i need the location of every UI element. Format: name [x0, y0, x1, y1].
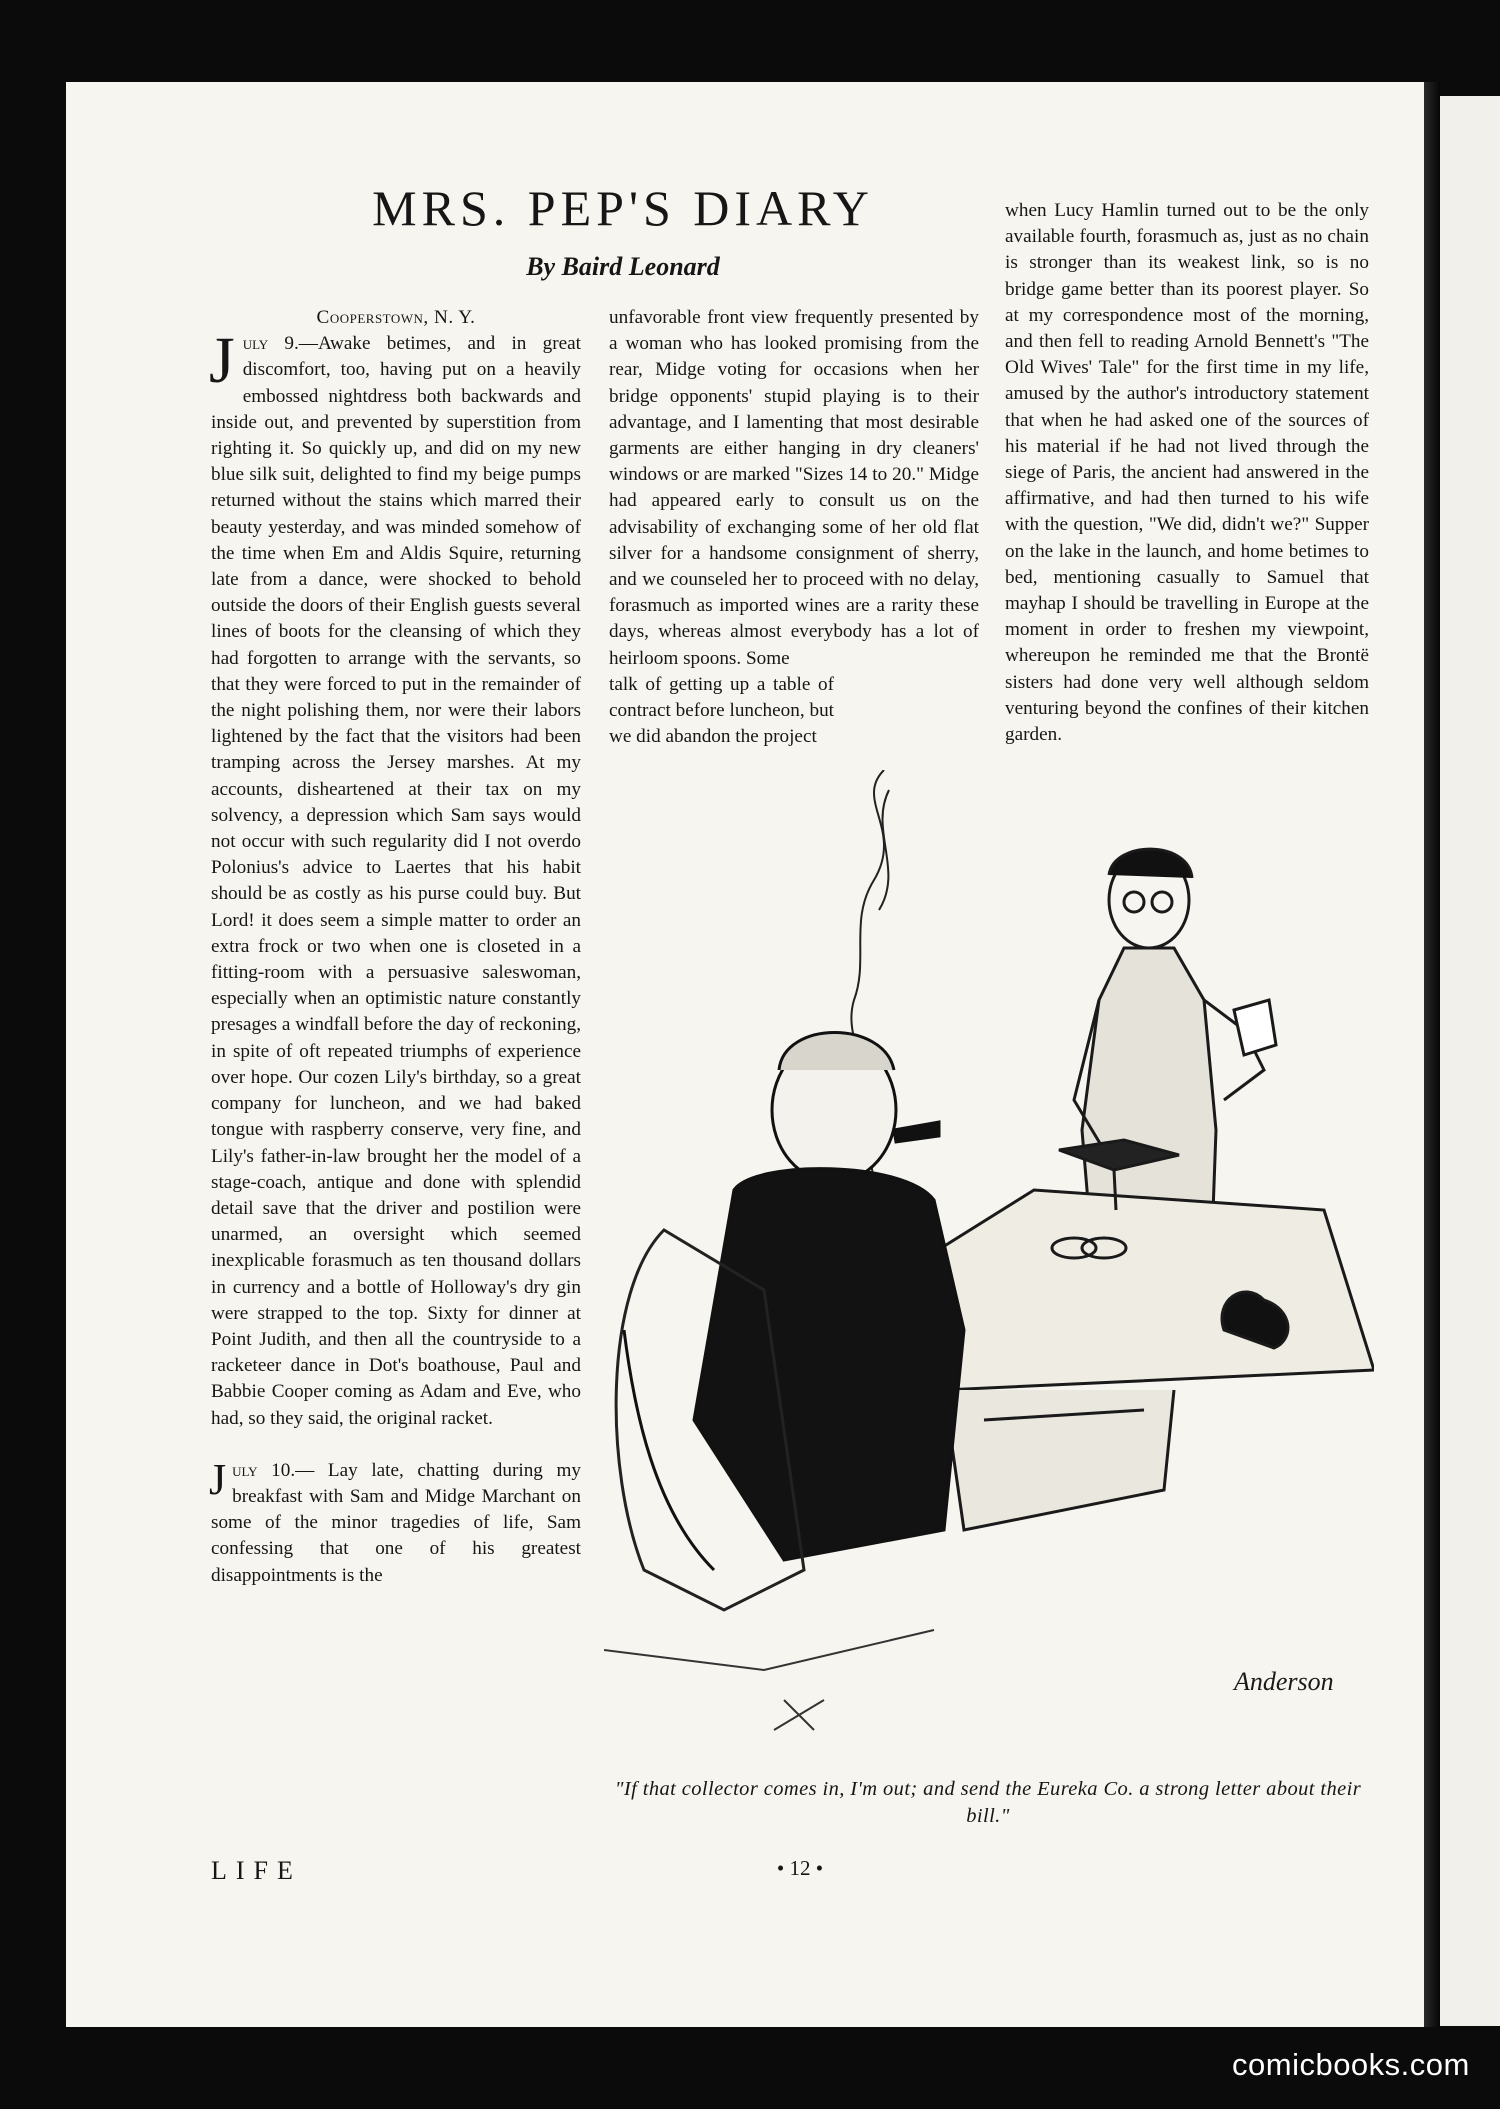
- diary-entry-july-10: [209, 1454, 581, 1589]
- column-text: unfavorable front view frequently presented by a woman who has looked promising from the rear, Midge voting for occasions when her bridge opponents' stupid playing is to their advantage, and I lamenting that most desirable garments are either hanging in dry cleaners' windows or are marked "Sizes 14 to 20." Midge had appeared early to consult us on the advisability of exchanging some of her old flat silver for a handsome consignment of sherry, and we counseled her to proceed with no delay, forasmuch as imported wines are a rarity these days, whereas almost everybody has a lot of heirloom spoons. Some: [609, 307, 979, 669]
- floor-lines: [604, 1630, 934, 1730]
- entry-text: 9.—Awake betimes, and in great discomfort, too, having put on a heavily embossed nightdress both backwards and inside out, and prevented by superstition from righting it. So quickly up, and did on my new blue silk suit, delighted to find my beige pumps returned without the stains which marred their beauty yesterday, and was minded somehow of the time when Em and Aldis Squire, returning late from a dance, were shocked to behold outside the doors of their English guests several lines of boots for the cleansing of which they had forgotten to arrange with the servants, so that they were forced to put in the remainder of the night polishing them, nor were their labors lightened by the fact that the visitors had been tramping across the Jersey marshes. At my accounts, disheartened at their tax on my solvency, a depression which Sam says would not occur with such regularity did I not overdo Polonius's advice to Laertes that his habit should be as costly as his purse could buy. But Lord! it does seem a simple matter to order an extra frock or two when one is closeted in a fitting-room with a persuasive saleswoman, especially when an optimistic nature constantly presages a windfall before the day of reckoning, in spite of oft repeated triumphs of experience over hope. Our cozen Lily's birthday, so a great company for luncheon, and we had baked tongue with raspberry conserve, very fine, and Lily's father-in-law brought her the model of a stage-coach, antique and done with splendid detail save that the driver and postilion were unarmed, an oversight which seemed inexplicable forasmuch as ten thousand dollars in currency and a bottle of Holloway's dry gin were strapped to the top. Sixty for dinner at Point Judith, and then all the countryside to a racketeer dance in Dot's boathouse, Paul and Babbie Cooper coming as Adam and Eve, who had, so they said, the original racket.: [211, 333, 582, 1429]
- drop-cap: J: [209, 324, 235, 398]
- page-number: • 12 •: [776, 1856, 824, 1880]
- cartoon-illustration: [604, 770, 1374, 1770]
- dateline: Cooperstown, N. Y.: [316, 307, 476, 328]
- illustration-caption: "If that collector comes in, I'm out; and send the Eureka Co. a strong letter about their bill.": [614, 1778, 1362, 1827]
- text-column-right: [1005, 198, 1369, 748]
- column-text-narrow: talk of getting up a table of contract before luncheon, but we did abandon the project: [609, 673, 834, 748]
- diary-entry-july-9: [209, 324, 582, 1432]
- drop-cap: J: [209, 1454, 227, 1504]
- column-text: when Lucy Hamlin turned out to be the only available fourth, forasmuch as, just as no chain is stronger than its weakest link, so is no bridge game better than its poorest player. So at my correspondence most of the morning, and then fell to reading Arnold Bennett's "The Old Wives' Tale" for the first time in my life, amused by the author's introductory statement that when he had asked one of the sources of his material if he had not lived through the siege of Paris, the ancient had answered in the affirmative, and had then turned to his wife with the question, "We did, didn't we?" Supper on the lake in the launch, and home betimes to bed, mentioning casually to Samuel that mayhap I should be travelling in Europe at the moment in order to freshen my viewpoint, whereupon he reminded me that the Brontë sisters had done very well although seldom venturing beyond the confines of their kitchen garden.: [1005, 200, 1369, 746]
- text-column-middle: [609, 305, 979, 750]
- text-column-left: [211, 305, 581, 1589]
- boss-figure: [616, 1033, 964, 1611]
- page-gutter: [1424, 82, 1440, 2027]
- entry-month: uly: [232, 1459, 258, 1481]
- article-title: MRS. PEP'S DIARY: [372, 180, 874, 236]
- artist-signature: Anderson: [1234, 1667, 1334, 1696]
- watermark: comicbooks.com: [1232, 2047, 1470, 2082]
- entry-text: 10.— Lay late, chatting during my breakfast with Sam and Midge Marchant on some of the minor tragedies of life, Sam confessing that one of his greatest disappointments is the: [211, 1459, 581, 1586]
- article-byline: By Baird Leonard: [526, 252, 720, 281]
- adjacent-page-edge: [1440, 96, 1500, 2026]
- magazine-name: LIFE: [211, 1856, 302, 1885]
- entry-month: uly: [242, 333, 269, 355]
